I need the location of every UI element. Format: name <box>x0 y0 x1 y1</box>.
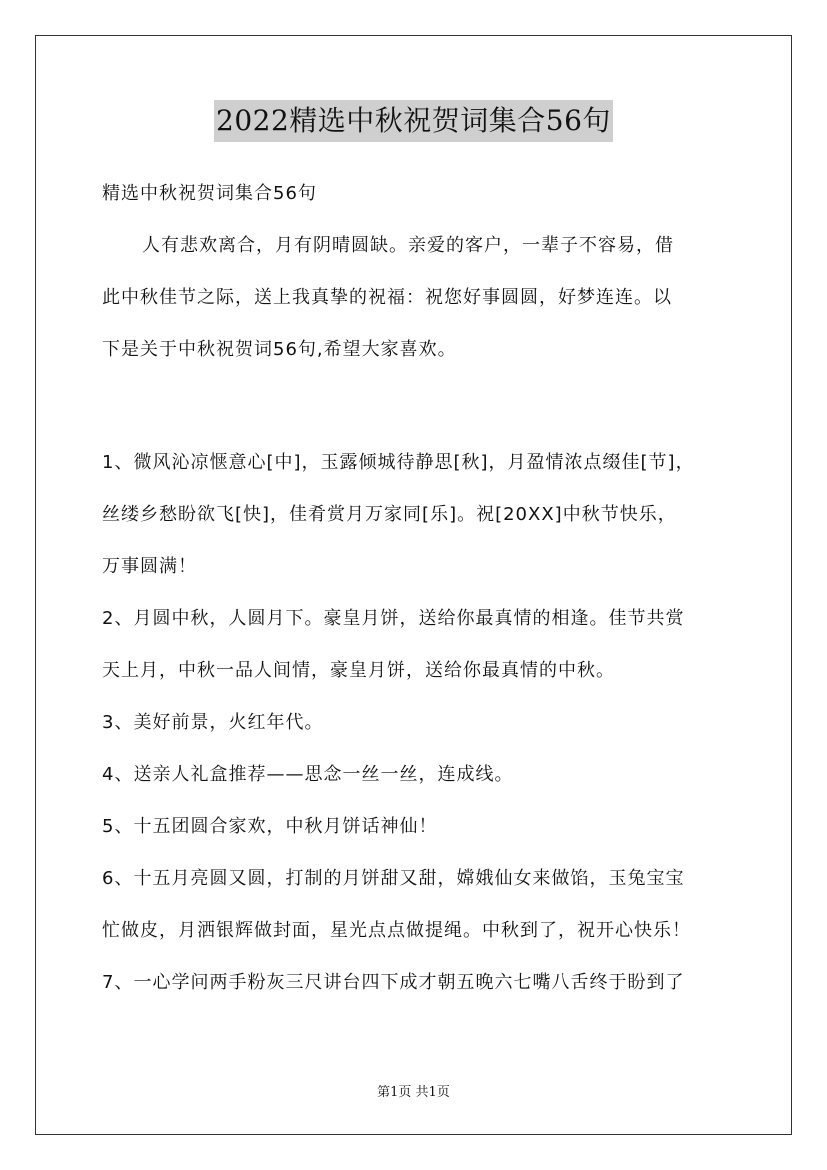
intro-line: 此中秋佳节之际，送上我真挚的祝福：祝您好事圆圆，好梦连连。以 <box>102 287 672 308</box>
document-subtitle: 精选中秋祝贺词集合56句 <box>102 183 317 204</box>
list-item: 忙做皮，月洒银辉做封面，星光点点做提绳。中秋到了，祝开心快乐！ <box>102 920 691 941</box>
intro-paragraph <box>102 220 752 376</box>
list-item: 万事圆满！ <box>102 556 197 577</box>
list-item: 7、一心学问两手粉灰三尺讲台四下成才朝五晚六七嘴八舌终于盼到了 <box>102 972 685 993</box>
list-item: 5、十五团圆合家欢，中秋月饼话神仙！ <box>102 816 438 837</box>
list-item: 2、月圆中秋，人圆月下。豪皇月饼，送给你最真情的相逢。佳节共赏 <box>102 608 685 629</box>
title-container <box>0 100 827 142</box>
list-item: 6、十五月亮圆又圆，打制的月饼甜又甜，嫦娥仙女来做馅，玉兔宝宝 <box>102 868 685 889</box>
greetings-list <box>102 437 752 1009</box>
intro-line: 人有悲欢离合，月有阴晴圆缺。亲爱的客户，一辈子不容易，借 <box>142 235 674 256</box>
document-title: 2022精选中秋祝贺词集合56句 <box>214 100 613 142</box>
page-number-footer: 第1页 共1页 <box>377 1085 450 1100</box>
list-item: 丝缕乡愁盼欲飞[快]，佳肴赏月万家同[乐]。祝[20XX]中秋节快乐， <box>102 504 677 525</box>
list-item: 天上月，中秋一品人间情，豪皇月饼，送给你最真情的中秋。 <box>102 660 615 681</box>
list-item: 4、送亲人礼盒推荐——思念一丝一丝，连成线。 <box>102 764 514 785</box>
list-item: 1、微风沁凉惬意心[中]，玉露倾城待静思[秋]，月盈情浓点缀佳[节]， <box>102 452 695 473</box>
intro-line: 下是关于中秋祝贺词56句,希望大家喜欢。 <box>102 339 457 360</box>
list-item: 3、美好前景，火红年代。 <box>102 712 324 733</box>
